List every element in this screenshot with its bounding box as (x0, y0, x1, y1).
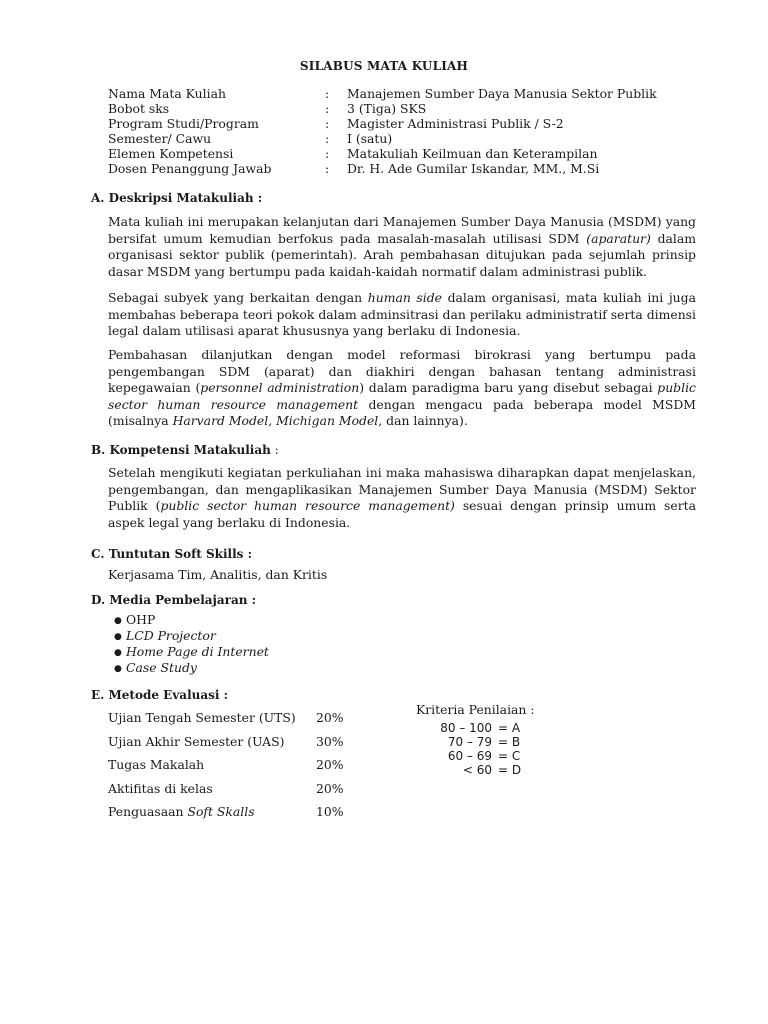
grade-result: = C (498, 749, 521, 763)
grade-row (424, 735, 521, 749)
info-label: Dosen Penanggung Jawab (108, 161, 272, 176)
evaluation-name: Aktifitas di kelas (108, 780, 213, 796)
document-title: SILABUS MATA KULIAH (299, 59, 469, 73)
info-label: Nama Mata Kuliah (108, 86, 226, 101)
text-run: Pembahasan dilanjutkan dengan model reformasi birokrasi yang bertumpu pada pengembangan SDM (aparat) dan diakhiri dengan bahasan tentang administrasi kepegawaian ( (108, 347, 696, 395)
text-run: ) dalam paradigma baru yang disebut sebagai (359, 380, 658, 395)
italic-run: public sector human resource management (108, 380, 696, 412)
italic-run: human side (367, 290, 443, 305)
text-run: Setelah mengikuti kegiatan perkuliahan ini maka mahasiswa diharapkan dapat menjelaskan, pengembangan, dan mengaplikasikan Manajemen Sumber Daya Manusia (MSDM) Sektor Publik ( (108, 465, 696, 513)
media-item-text: LCD Projector (126, 628, 216, 643)
bullet-icon: ● (114, 632, 122, 642)
evaluation-row (108, 780, 344, 804)
section-a-paragraph-3 (108, 347, 696, 430)
text-run: Sebagai subyek yang berkaitan dengan (108, 290, 368, 305)
criteria-title: Kriteria Penilaian : (416, 702, 535, 717)
italic-run: personnel administration (200, 380, 360, 395)
bullet-icon: ● (114, 616, 122, 626)
list-item (114, 612, 269, 628)
grade-range: 70 – 79 (447, 735, 492, 749)
list-item (114, 628, 269, 644)
info-value: Dr. H. Ade Gumilar Iskandar, MM., M.Si (347, 161, 600, 176)
info-value: I (satu) (347, 131, 393, 146)
media-item-text: Case Study (126, 660, 197, 675)
italic-run: public sector human resource management) (160, 498, 455, 513)
grade-result: = B (498, 735, 521, 749)
evaluation-table (108, 709, 344, 827)
media-item-text: Home Page di Internet (126, 644, 269, 659)
grade-range: < 60 (462, 763, 492, 777)
evaluation-percent: 20% (316, 757, 344, 772)
list-item (114, 644, 269, 660)
section-b-heading-suffix: : (270, 443, 279, 457)
evaluation-name: Tugas Makalah (108, 757, 205, 772)
section-a-paragraph-2 (108, 290, 696, 340)
info-row (108, 146, 657, 161)
soft-skills-text: Kerjasama Tim, Analitis, dan Kritis (108, 567, 328, 582)
info-label: Program Studi/Program (108, 116, 259, 131)
text-run: dengan mengacu pada beberapa model MSDM (misalnya (108, 396, 696, 428)
media-list (114, 612, 269, 676)
info-row (108, 86, 657, 101)
info-separator: : (325, 116, 330, 131)
evaluation-name-italic: Soft Skalls (187, 804, 255, 819)
italic-run: (aparatur) (586, 230, 651, 246)
text-run: Mata kuliah ini merupakan kelanjutan dari Manajemen Sumber Daya Manusia (MSDM) yang bersifat umum kemudian berfokus pada masalah-masalah utilisasi SDM (108, 214, 696, 246)
grade-range: 80 – 100 (440, 721, 492, 735)
evaluation-row (108, 709, 344, 733)
info-label: Bobot sks (108, 101, 170, 116)
info-value: Magister Administrasi Publik / S-2 (347, 116, 564, 131)
text-run: , dan lainnya). (378, 413, 468, 428)
section-a-paragraph-1 (108, 214, 696, 280)
evaluation-percent: 30% (316, 733, 344, 749)
section-b-heading (91, 442, 279, 459)
italic-run: Harvard Model, Michigan Model (172, 413, 379, 428)
info-row (108, 131, 657, 146)
info-row (108, 116, 657, 131)
grade-row (424, 763, 521, 777)
section-c-heading: C. Tuntutan Soft Skills : (91, 547, 253, 561)
info-separator: : (325, 146, 330, 161)
grade-result: = D (498, 763, 522, 777)
section-b-heading-text: B. Kompetensi Matakuliah (91, 443, 271, 457)
info-separator: : (325, 86, 330, 101)
evaluation-percent: 20% (316, 710, 344, 725)
grading-criteria (424, 721, 521, 777)
section-e-heading: E. Metode Evaluasi : (91, 688, 229, 702)
info-value: Manajemen Sumber Daya Manusia Sektor Publik (347, 86, 657, 101)
section-d-heading: D. Media Pembelajaran : (91, 593, 257, 607)
list-item (114, 660, 269, 676)
info-value: Matakuliah Keilmuan dan Keterampilan (347, 146, 598, 161)
text-run: dalam organisasi, mata kuliah ini juga membahas beberapa teori pokok dalam adminsitrasi dan perilaku administratif serta dimensi legal dalam utilisasi aparat khususnya yang berlaku di Indonesia. (108, 290, 697, 338)
evaluation-name: Ujian Akhir Semester (UAS) (108, 733, 285, 749)
media-item-text: OHP (126, 612, 156, 627)
section-b-paragraph (108, 465, 696, 531)
bullet-icon: ● (114, 664, 122, 674)
grade-row (424, 721, 521, 735)
evaluation-percent: 10% (316, 804, 344, 819)
evaluation-row (108, 756, 344, 780)
grade-range: 60 – 69 (447, 749, 492, 763)
text-run: dalam organisasi sektor publik (pemerintah). Arah pembahasan ditujukan pada sejumlah prinsip dasar MSDM yang bertumpu pada kaidah-kaidah normatif dalam administrasi publik. (108, 230, 696, 279)
info-value: 3 (Tiga) SKS (347, 101, 427, 116)
course-info-table (108, 86, 657, 176)
evaluation-name: Penguasaan (108, 804, 188, 819)
evaluation-row (108, 733, 344, 757)
section-a-heading: A. Deskripsi Matakuliah : (91, 191, 263, 205)
evaluation-row (108, 803, 344, 827)
evaluation-name: Ujian Tengah Semester (UTS) (108, 710, 296, 725)
text-run: sesuai dengan prinsip umum serta aspek legal yang berlaku di Indonesia. (108, 498, 696, 530)
grade-row (424, 749, 521, 763)
info-row (108, 101, 657, 116)
info-separator: : (325, 131, 330, 146)
evaluation-name-wrap (108, 803, 316, 821)
grade-result: = A (498, 721, 521, 735)
info-label: Semester/ Cawu (108, 131, 212, 146)
bullet-icon: ● (114, 648, 122, 658)
info-separator: : (325, 101, 330, 116)
evaluation-percent: 20% (316, 780, 344, 796)
info-separator: : (325, 161, 330, 176)
info-label: Elemen Kompetensi (108, 146, 234, 161)
info-row (108, 161, 657, 176)
